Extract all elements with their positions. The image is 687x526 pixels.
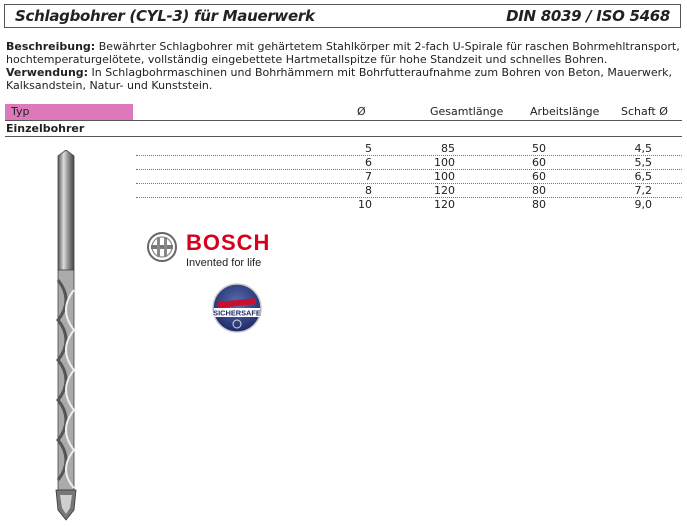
gesamtlaenge-header: Gesamtlänge [430,105,504,118]
header-divider [5,120,682,121]
group-label: Einzelbohrer [6,122,85,135]
total-length-cell: 100 [434,170,455,183]
table-row [136,170,682,184]
title-bar [4,4,681,28]
shank-cell: 4,5 [634,142,652,155]
diameter-cell: 8 [365,184,372,197]
sichersafe-badge-icon [210,282,264,334]
beschreibung-paragraph [6,40,682,66]
typ-header-cell [5,104,133,120]
diameter-cell: 6 [365,156,372,169]
table-row [136,198,682,212]
work-length-cell: 80 [532,198,546,211]
table-row [136,142,682,156]
bosch-armature-icon [146,231,178,263]
shank-cell: 7,2 [634,184,652,197]
diameter-cell: 5 [365,142,372,155]
total-length-cell: 120 [434,184,455,197]
bosch-tagline: Invented for life [186,257,262,269]
drill-bit-image [40,150,90,522]
total-length-cell: 85 [441,142,455,155]
standard-label: DIN 8039 / ISO 5468 [506,7,670,25]
total-length-cell: 120 [434,198,455,211]
work-length-cell: 60 [532,170,546,183]
table-row [136,184,682,198]
work-length-cell: 50 [532,142,546,155]
page-title: Schlagbohrer (CYL-3) für Mauerwerk [15,7,315,25]
diameter-cell: 7 [365,170,372,183]
diameter-header: Ø [357,105,366,118]
shank-cell: 5,5 [634,156,652,169]
table-header [5,104,682,120]
shank-cell: 6,5 [634,170,652,183]
shank-cell: 9,0 [634,198,652,211]
bosch-logo [146,228,276,276]
total-length-cell: 100 [434,156,455,169]
work-length-cell: 60 [532,156,546,169]
table-row [136,156,682,170]
beschreibung-label: Beschreibung: [6,40,96,53]
badge-text: SICHERSAFE [213,308,261,318]
arbeitslaenge-header: Arbeitslänge [530,105,600,118]
bosch-wordmark: BOSCH [186,230,271,255]
beschreibung-text: Bewährter Schlagbohrer mit gehärtetem Stahlkörper mit 2-fach U-Spirale für raschen Bohrmehltransport, hochtemperaturgelötete, vollständig eingebettete Hartmetallspitze für hohe Standzeit und schnelles Bohren. [6,40,680,66]
group-divider [5,136,682,137]
work-length-cell: 80 [532,184,546,197]
description-block [6,40,682,92]
verwendung-text: In Schlagbohrmaschinen und Bohrhämmern mit Bohrfutteraufnahme zum Bohren von Beton, Mauerwerk, Kalksandstein, Natur- und Kunststein. [6,66,673,92]
diameter-cell: 10 [358,198,372,211]
typ-header: Typ [11,105,30,118]
schaft-header: Schaft Ø [621,105,668,118]
verwendung-paragraph [6,66,682,92]
verwendung-label: Verwendung: [6,66,89,79]
